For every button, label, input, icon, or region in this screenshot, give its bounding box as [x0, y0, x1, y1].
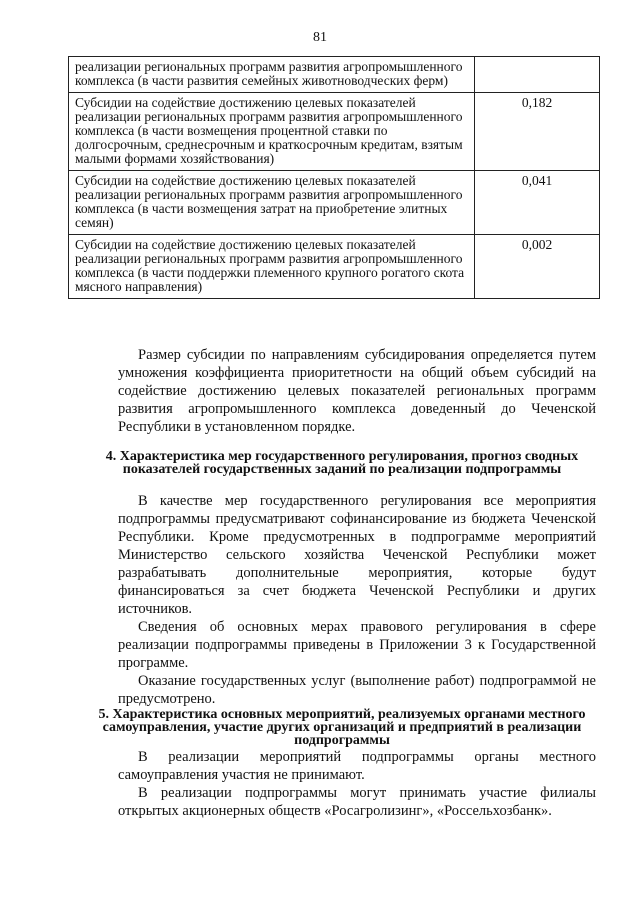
table-cell-value: 0,002 [475, 235, 600, 299]
paragraph: Сведения об основных мерах правового регулирования в сфере реализации подпрограммы приведены в Приложении 3 к Государственной программе. [118, 619, 596, 671]
paragraph: В реализации подпрограммы могут принимать участие филиалы открытых акционерных обществ «Росагролизинг», «Россельхозбанк». [118, 785, 596, 819]
table-cell-value [475, 57, 600, 93]
table-cell-name: Субсидии на содействие достижению целевых показателей реализации региональных программ развития агропромышленного комплекса (в части возмещения затрат на приобретение элитных семян) [69, 171, 475, 235]
paragraph: В реализации мероприятий подпрограммы органы местного самоуправления участия не принимают. [118, 749, 596, 783]
section-4-body [118, 492, 596, 708]
paragraph: В качестве мер государственного регулирования все мероприятия подпрограммы предусматривают софинансирование из бюджета Чеченской Республики. Кроме предусмотренных в подпрограмме мероприятий Министерство сельского хозяйства Чеченской Республики может разрабатывать дополнительные мероприятия, которые будут финансироваться за счет бюджета Чеченской Республики и других источников. [118, 493, 596, 617]
subsidy-table [68, 56, 600, 299]
paragraph: Размер субсидии по направлениям субсидирования определяется путем умножения коэффициента приоритетности на общий объем субсидий на содействие достижению целевых показателей региональных программ развития агропромышленного комплекса доведенный до Чеченской Республики в установленном порядке. [118, 347, 596, 435]
table-cell-value: 0,041 [475, 171, 600, 235]
table-cell-name: Субсидии на содействие достижению целевых показателей реализации региональных программ развития агропромышленного комплекса (в части поддержки племенного крупного рогатого скота мясного направления) [69, 235, 475, 299]
section-5-heading: 5. Характеристика основных мероприятий, реализуемых органами местного самоуправления, участие других организаций и предприятий в реализации подпрограммы [98, 707, 586, 748]
page-number: 81 [313, 30, 327, 45]
table-row [69, 93, 600, 171]
table-cell-name: Субсидии на содействие достижению целевых показателей реализации региональных программ развития агропромышленного комплекса (в части возмещения процентной ставки по долгосрочным, среднесрочным и краткосрочным кредитам, взятым малыми формами хозяйствования) [69, 93, 475, 171]
paragraph: Оказание государственных услуг (выполнение работ) подпрограммой не предусмотрено. [118, 673, 596, 707]
subsidy-size-text [118, 346, 596, 436]
section-4-heading: 4. Характеристика мер государственного регулирования, прогноз сводных показателей государственных заданий по реализации подпрограммы [105, 449, 579, 477]
table-cell-value: 0,182 [475, 93, 600, 171]
table-row [69, 171, 600, 235]
table-row [69, 235, 600, 299]
table-cell-name: реализации региональных программ развития агропромышленного комплекса (в части развития семейных животноводческих ферм) [69, 57, 475, 93]
section-5-body [118, 748, 596, 820]
table-row [69, 57, 600, 93]
